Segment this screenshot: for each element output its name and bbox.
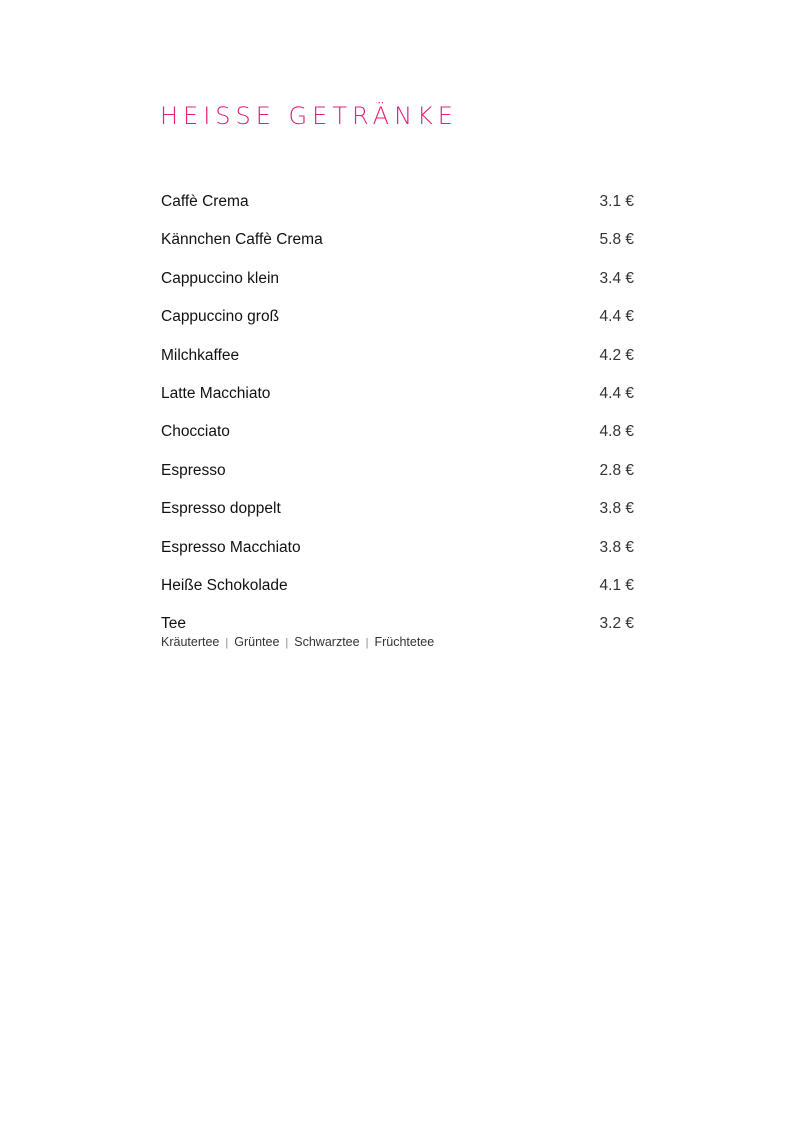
tea-variety: Kräutertee [161, 635, 220, 650]
item-price: 2.8 € [599, 461, 634, 479]
menu-item [161, 382, 634, 420]
menu-item-tee [161, 612, 634, 650]
divider: | [285, 637, 289, 650]
item-price: 3.2 € [599, 615, 634, 633]
tea-varieties [161, 633, 434, 652]
item-price: 5.8 € [599, 231, 634, 249]
menu-item [161, 344, 634, 382]
item-name: Espresso [161, 461, 226, 479]
menu-item [161, 459, 634, 497]
menu-item [161, 305, 634, 343]
section-title: HEISSE GETRÄNKE [160, 102, 458, 130]
item-price: 3.8 € [599, 538, 634, 556]
item-price: 4.2 € [599, 346, 634, 364]
item-price: 4.1 € [599, 576, 634, 594]
menu-item [161, 536, 634, 574]
item-price: 3.1 € [599, 193, 634, 210]
divider: | [225, 637, 229, 650]
menu-item [161, 574, 634, 612]
item-price: 4.4 € [599, 308, 634, 326]
item-price: 4.4 € [599, 384, 634, 402]
item-name: Caffè Crema [161, 193, 249, 210]
item-price: 3.4 € [599, 269, 634, 287]
item-price: 4.8 € [599, 423, 634, 441]
menu-item [161, 497, 634, 535]
item-name: Espresso doppelt [161, 500, 281, 518]
item-name: Cappuccino klein [161, 269, 280, 287]
item-name: Heiße Schokolade [161, 576, 288, 594]
menu-item [161, 267, 634, 305]
menu-item [161, 228, 634, 266]
menu-item [161, 190, 634, 228]
tea-variety: Grüntee [234, 635, 280, 650]
item-name: Milchkaffee [161, 346, 240, 364]
item-name: Espresso Macchiato [161, 538, 301, 556]
menu-list [161, 190, 634, 651]
item-name: Latte Macchiato [161, 384, 271, 402]
item-name: Cappuccino groß [161, 308, 280, 326]
menu-item [161, 420, 634, 458]
item-name: Kännchen Caffè Crema [161, 231, 323, 249]
tea-variety: Schwarztee [294, 635, 360, 650]
item-name: Chocciato [161, 423, 230, 441]
divider: | [365, 637, 369, 650]
tea-variety: Früchtetee [374, 635, 435, 650]
item-name: Tee [161, 615, 186, 633]
item-price: 3.8 € [599, 500, 634, 518]
